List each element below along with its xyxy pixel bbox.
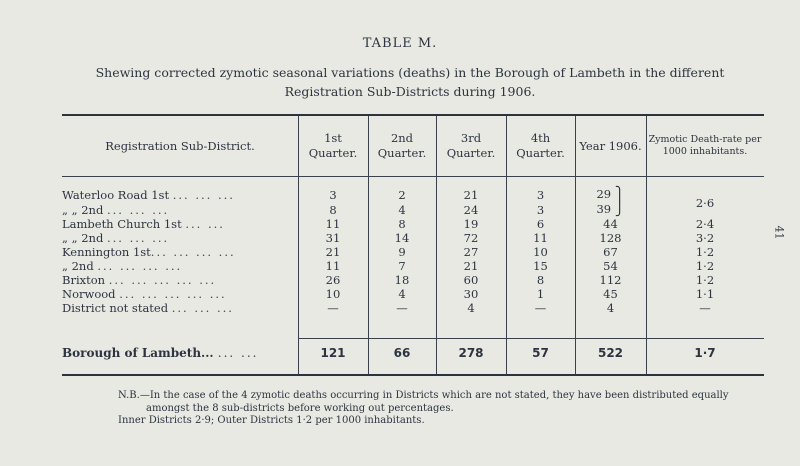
cell-q2: 14 [394, 231, 410, 245]
cell-q3: 27 [463, 245, 479, 259]
cell-q1: 3 [329, 187, 337, 202]
cell-q3: 19 [463, 217, 479, 231]
table-row: Waterloo Road 1st ... ... ... 3 2 21 3 29 ⎫ [62, 187, 764, 202]
cell-year: 39 ⎭ [596, 202, 625, 217]
cell-year: 44 [603, 217, 618, 231]
header-year: Year 1906. [575, 116, 646, 177]
cell-q2: — [396, 301, 408, 315]
table-row: Norwood ... ... ... ... ... 10 4 30 1 45 1·1 [62, 287, 764, 301]
total-year: 522 [597, 346, 624, 360]
cell-year: 67 [603, 245, 618, 259]
cell-q1: 11 [325, 259, 341, 273]
cell-year: 54 [603, 259, 618, 273]
table-row: „ „ 2nd ... ... ... 8 4 24 3 39 ⎭ 2·6 [62, 202, 764, 217]
district-name: „ 2nd [62, 259, 94, 273]
cell-year: 112 [599, 273, 622, 287]
cell-rate: 2·4 [695, 217, 715, 231]
table-subtitle: Shewing corrected zymotic seasonal variations (deaths) in the Borough of Lambeth in the different Registration Sub-Districts during 1906. [95, 65, 725, 99]
header-q1: 1st Quarter. [298, 116, 368, 177]
cell-q4: 10 [533, 245, 548, 259]
table-row: Brixton ... ... ... ... ... 26 18 60 8 112 1·2 [62, 273, 764, 287]
note-line-1: N.B.—In the case of the 4 zymotic deaths occurring in Districts which are not stated, they have been distributed equally [118, 390, 729, 401]
cell-q2: 8 [398, 217, 406, 231]
total-separator [298, 338, 764, 339]
cell-q4: 11 [533, 231, 548, 245]
total-q3: 278 [458, 346, 484, 360]
note-line-2: amongst the 8 sub-districts before working out percentages. [146, 402, 454, 414]
header-q2: 2nd Quarter. [368, 116, 436, 177]
cell-q3: 24 [463, 202, 479, 217]
total-label: Borough of Lambeth... [62, 346, 214, 360]
cell-rate: 2·6 [695, 195, 715, 210]
cell-q4: 3 [536, 187, 545, 202]
cell-q2: 4 [398, 202, 406, 217]
cell-q4: 6 [536, 217, 545, 231]
bottom-rule [62, 374, 764, 376]
total-q2: 66 [393, 346, 411, 360]
district-name: Kennington 1st [62, 245, 151, 259]
cell-q1: 10 [325, 287, 341, 301]
cell-year: 29 ⎫ [596, 187, 625, 202]
total-q1: 121 [320, 346, 346, 360]
total-row: Borough of Lambeth... ... ... 121 66 278 57 522 1·7 [62, 338, 764, 369]
header-district: Registration Sub-District. [62, 116, 298, 177]
cell-rate: 3·2 [695, 231, 715, 245]
cell-q2: 2 [398, 187, 406, 202]
cell-q3: 21 [463, 259, 479, 273]
district-name: Waterloo Road 1st [62, 187, 170, 202]
cell-q1: 31 [325, 231, 341, 245]
district-name: „ „ 2nd [62, 202, 104, 217]
district-name: Norwood [62, 287, 116, 301]
cell-q1: 8 [329, 202, 337, 217]
note-line-3: Inner Districts 2·9; Outer Districts 1·2 per 1000 inhabitants. [118, 415, 425, 426]
cell-q4: — [534, 301, 547, 315]
zymotic-table [62, 116, 764, 368]
cell-q3: 21 [463, 187, 479, 202]
table-title: TABLE M. [362, 36, 438, 51]
footnotes [118, 390, 758, 428]
district-name: District not stated [62, 301, 169, 315]
cell-q4: 3 [536, 202, 545, 217]
cell-q1: 26 [325, 273, 341, 287]
table-row: „ 2nd ... ... ... ... 11 7 21 15 54 1·2 [62, 259, 764, 273]
cell-q4: 15 [533, 259, 548, 273]
cell-q1: 11 [325, 217, 341, 231]
header-row [62, 116, 764, 177]
cell-year: 45 [603, 287, 618, 301]
cell-rate: 1·1 [695, 287, 715, 301]
table-row: „ „ 2nd ... ... ... 31 14 72 11 128 3·2 [62, 231, 764, 245]
cell-q2: 4 [398, 287, 406, 301]
cell-year: 128 [599, 231, 622, 245]
page-number: 41 [772, 225, 786, 240]
cell-q3: 4 [467, 301, 475, 315]
cell-q2: 18 [394, 273, 410, 287]
cell-q3: 30 [463, 287, 479, 301]
cell-rate: 1·2 [695, 245, 715, 259]
cell-q1: 21 [325, 245, 341, 259]
cell-rate: 1·2 [695, 273, 715, 287]
header-q4: 4th Quarter. [506, 116, 575, 177]
total-rate: 1·7 [694, 346, 716, 360]
total-q4: 57 [532, 346, 549, 360]
table-row: Lambeth Church 1st ... ... 11 8 19 6 44 2·4 [62, 217, 764, 231]
cell-q3: 60 [463, 273, 479, 287]
district-name: Brixton [62, 273, 106, 287]
cell-q3: 72 [463, 231, 479, 245]
cell-year: 4 [606, 301, 615, 315]
district-name: „ „ 2nd [62, 231, 104, 245]
header-rate: Zymotic Death-rate per 1000 inhabitants. [646, 116, 764, 177]
cell-q2: 9 [398, 245, 406, 259]
cell-q2: 7 [398, 259, 406, 273]
header-q3: 3rd Quarter. [436, 116, 506, 177]
district-name: Lambeth Church 1st [62, 217, 182, 231]
cell-rate: — [699, 301, 711, 315]
cell-rate: 1·2 [695, 259, 715, 273]
table-row: District not stated ... ... ... — — 4 — 4 — [62, 301, 764, 315]
cell-q4: 1 [536, 287, 545, 301]
cell-q1: — [327, 301, 339, 315]
cell-q4: 8 [536, 273, 545, 287]
table-row: Kennington 1st... ... ... ... 21 9 27 10 67 1·2 [62, 245, 764, 259]
